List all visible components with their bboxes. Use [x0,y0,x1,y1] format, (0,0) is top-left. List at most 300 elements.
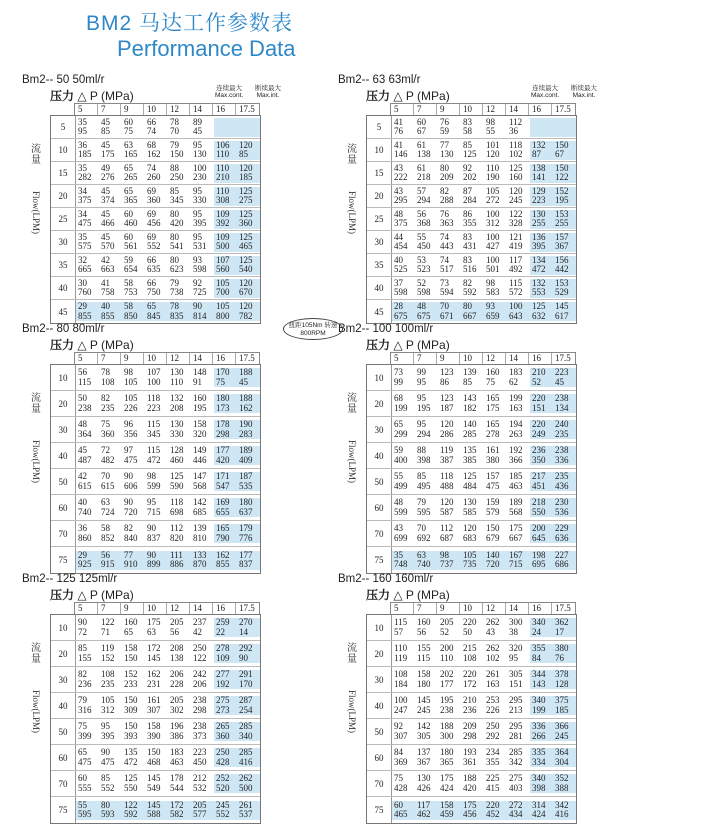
value-cell: 55 [417,231,426,242]
value-cell: 835 [168,312,191,322]
value-cell: 67 [417,126,426,136]
value-cell: 110 [440,652,454,663]
value-cell: 472 [147,454,161,465]
table-row [51,521,260,547]
value-cell: 109 [214,233,237,243]
value-cell: 158 [147,721,161,731]
value-cell: 525 [394,264,408,274]
value-cell: 147 [193,471,207,481]
value-cell: 720 [484,560,507,570]
value-cell: 253 [486,695,500,705]
value-cell: 56 [417,626,426,637]
value-cell: 180 [237,498,260,508]
value-cell: 109 [214,210,237,220]
value-cell: 292 [486,730,500,741]
value-cell: 298 [463,730,477,741]
flow-cell: 30 [367,417,392,442]
value-cell: 247 [394,704,408,715]
value-cell: 76 [394,126,403,136]
value-cell: 579 [486,506,500,517]
value-cell: 356 [124,428,138,439]
value-cell: 593 [99,810,122,820]
value-cell: 206 [170,669,184,679]
flow-cell: 70 [51,771,76,796]
value-cell: 87 [530,150,553,160]
value-cell: 687 [440,532,454,543]
flow-cell: 75 [51,797,76,823]
value-cell: 570 [101,241,115,251]
value-cell: 223 [193,747,207,757]
value-cell: 119 [440,445,454,455]
value-cell: 70 [101,471,110,481]
value-cell: 60 [124,116,133,127]
performance-panel [12,323,332,573]
value-cell: 336 [553,456,576,466]
value-cell: 340 [530,618,553,628]
value-cell: 100 [486,254,500,265]
value-cell: 235 [553,430,576,440]
value-cell: 272 [486,195,500,205]
value-cell: 420 [170,218,184,228]
value-cell: 73 [440,277,449,288]
value-cell: 210 [530,368,553,378]
pressure-header-cell: 5 [391,603,414,614]
value-cell: 143 [463,393,477,403]
value-cell: 17 [553,628,576,638]
value-cell: 400 [394,454,408,465]
value-cell: 363 [440,218,454,228]
value-cell: 606 [124,480,138,491]
value-cell: 100 [193,162,207,173]
table-row [367,185,576,208]
value-cell: 108 [101,669,115,679]
value-cell: 175 [509,523,523,533]
value-cell: 334 [530,758,553,768]
value-cell: 415 [486,782,500,793]
pressure-label: 压力 △ P (MPa) [366,89,450,103]
value-cell: 118 [147,393,161,403]
value-cell: 344 [530,670,553,680]
value-cell: 555 [78,782,92,793]
value-cell: 277 [214,670,237,680]
value-cell: 298 [214,430,237,440]
pressure-header-cell: 7 [98,353,121,364]
value-cell: 34 [78,208,87,219]
value-cell: 395 [101,730,115,741]
value-cell: 463 [170,756,184,767]
value-cell: 192 [214,680,237,690]
value-cell: 55 [76,801,99,811]
flow-cell: 70 [367,521,392,546]
value-cell: 108 [394,669,408,679]
value-cell: 552 [101,782,115,793]
value-cell: 196 [170,721,184,731]
table-row [51,139,260,162]
table-row [51,693,260,719]
max-int-label: 断续最大 Max.int. [255,85,281,99]
value-cell: 199 [530,706,553,716]
flow-cell: 20 [51,185,76,207]
value-cell: 679 [486,532,500,543]
value-cell: 427 [486,241,500,251]
value-cell: 300 [509,617,523,627]
value-cell: 82 [463,277,472,288]
value-cell: 582 [168,810,191,820]
value-cell: 85 [463,376,472,387]
value-cell: 41 [394,116,403,127]
value-cell: 60 [78,773,87,783]
value-cell: 517 [440,264,454,274]
value-cell: 110 [214,150,237,160]
performance-panel [12,573,332,823]
value-cell: 43 [394,523,403,533]
value-cell: 77 [440,139,449,150]
value-cell: 860 [78,532,92,543]
value-cell: 48 [78,419,87,429]
pressure-header-cell: 16 [529,353,552,364]
value-cell: 299 [394,428,408,439]
value-cell: 335 [530,748,553,758]
value-cell: 380 [553,644,576,654]
value-cell: 90 [145,551,168,561]
value-cell: 165 [486,393,500,403]
value-cell: 295 [509,695,523,705]
value-cell: 161 [486,445,500,455]
value-cell: 198 [530,551,553,561]
value-cell: 355 [486,756,500,767]
value-cell: 105 [124,393,138,403]
value-cell: 95 [147,497,156,507]
value-cell: 395 [530,242,553,252]
value-cell [553,118,576,128]
table-row [367,162,576,185]
value-cell: 14 [237,628,260,638]
value-cell: 541 [170,241,184,251]
pressure-header-cell: 14 [506,353,529,364]
table-row [367,547,576,573]
value-cell: 190 [486,172,500,182]
value-cell: 74 [147,162,156,173]
value-cell: 698 [170,506,184,517]
value-cell: 69 [147,231,156,242]
value-cell: 330 [193,195,207,205]
value-cell: 685 [193,506,207,517]
value-cell: 355 [530,644,553,654]
flow-axis-label: 流 量 Flow(LPM) [347,144,357,235]
value-cell: 83 [463,116,472,127]
value-cell: 41 [394,139,403,150]
value-cell: 446 [193,454,207,465]
value-cell: 50 [463,626,472,637]
value-cell: 90 [124,497,133,507]
value-cell: 230 [553,498,576,508]
pressure-header-cell: 7 [414,353,437,364]
value-cell: 537 [237,810,260,820]
value-cell: 110 [214,164,237,174]
value-cell: 217 [530,472,553,482]
value-cell: 575 [78,241,92,251]
value-cell: 70 [438,302,461,312]
value-cell: 188 [237,394,260,404]
value-cell: 87 [463,185,472,196]
value-cell: 115 [147,445,161,455]
value-cell: 45 [101,116,110,127]
value-cell: 68 [394,393,403,403]
table-row [51,547,260,573]
value-cell: 173 [214,404,237,414]
value-cell: 189 [237,446,260,456]
value-cell: 150 [170,149,184,159]
value-cell: 187 [440,402,454,413]
value-cell: 225 [486,773,500,783]
value-cell: 403 [509,782,523,793]
table-row [51,719,260,745]
value-cell: 75 [101,419,110,429]
value-cell: 431 [463,241,477,251]
value-cell: 90 [78,617,87,627]
value-cell: 261 [237,801,260,811]
value-cell: 53 [417,254,426,265]
value-cell: 223 [553,368,576,378]
flow-cell: 10 [51,615,76,640]
value-cell: 472 [124,756,138,767]
value-cell: 450 [417,241,431,251]
value-cell: 45 [101,208,110,219]
value-cell: 183 [170,747,184,757]
value-cell: 532 [193,782,207,793]
value-cell: 80 [440,162,449,173]
value-cell: 98 [124,367,133,377]
value-cell: 102 [486,652,500,663]
value-cell: 288 [440,195,454,205]
value-cell: 61 [417,139,426,150]
performance-panel [328,323,648,573]
pressure-header-cell: 5 [75,104,98,115]
value-cell: 118 [170,497,184,507]
value-cell: 125 [237,210,260,220]
value-cell: 180 [214,394,237,404]
value-cell: 105 [124,376,138,387]
value-cell: 231 [147,678,161,689]
value-cell: 735 [461,560,484,570]
flow-axis-label: 流 量 Flow(LPM) [347,393,357,484]
value-cell: 130 [530,210,553,220]
value-cell: 365 [440,756,454,767]
value-cell: 810 [193,532,207,543]
value-cell: 60 [124,208,133,219]
value-cell: 671 [438,312,461,322]
value-cell: 845 [145,312,168,322]
flow-cell: 40 [367,693,392,718]
value-cell: 238 [440,704,454,715]
value-cell: 133 [191,551,214,561]
value-cell: 134 [553,404,576,414]
table-row [51,365,260,391]
pressure-header-cell: 5 [75,353,98,364]
value-cell: 90 [147,523,156,533]
value-cell: 162 [214,551,237,561]
value-cell: 130 [417,773,431,783]
flow-cell: 10 [367,139,392,161]
value-cell: 855 [99,312,122,322]
flow-cell: 60 [367,495,392,520]
value-cell: 66 [147,254,156,265]
value-cell: 145 [147,652,161,663]
value-cell: 160 [124,617,138,627]
value-cell: 74 [440,254,449,265]
value-cell: 740 [78,506,92,517]
pressure-label: 压力 △ P (MPa) [366,588,450,602]
value-cell: 118 [509,139,523,150]
value-cell: 78 [170,116,179,127]
table-row [51,162,260,185]
flow-axis-label: 流 量 Flow(LPM) [31,643,41,734]
value-cell: 63 [147,626,156,637]
value-cell: 155 [417,643,431,653]
value-cell: 58 [124,277,133,288]
value-cell: 213 [509,704,523,715]
value-cell: 86 [463,208,472,219]
value-cell: 187 [237,472,260,482]
table-row [51,231,260,254]
value-cell: 285 [237,748,260,758]
value-cell: 776 [237,534,260,544]
value-cell: 814 [191,312,214,322]
pressure-header-cell: 12 [483,104,506,115]
flow-cell: 60 [51,745,76,770]
value-cell: 90 [191,302,214,312]
pressure-header-cell: 10 [460,353,483,364]
value-cell: 398 [417,454,431,465]
table-row [51,641,260,667]
value-cell: 172 [147,643,161,653]
panel-title: Bm2-- 160 160ml/r [338,573,434,585]
value-cell: 120 [237,279,260,289]
value-cell: 122 [193,652,207,663]
pressure-header-cell: 12 [167,104,190,115]
value-cell: 45 [101,139,110,150]
value-cell: 162 [147,669,161,679]
table-row [367,300,576,323]
value-cell: 95 [417,376,426,387]
value-cell: 98 [486,116,495,127]
value-cell: 120 [440,419,454,429]
value-cell: 43 [394,185,403,196]
panel-title: Bm2-- 63 63ml/r [338,74,421,86]
value-cell: 75 [486,376,495,387]
value-cell: 134 [530,256,553,266]
value-cell: 142 [193,497,207,507]
pressure-header-cell: 10 [144,104,167,115]
value-cell: 177 [214,446,237,456]
value-cell: 175 [486,402,500,413]
value-cell: 583 [486,287,500,297]
value-cell: 93 [193,254,202,265]
flow-cell: 30 [367,667,392,692]
value-cell: 80 [99,801,122,811]
value-cell: 100 [394,695,408,705]
value-cell: 250 [486,721,500,731]
value-cell: 35 [78,162,87,173]
value-cell: 782 [237,312,260,322]
value-cell: 800 [214,312,237,322]
value-cell: 45 [553,378,576,388]
value-cell: 100 [486,208,500,219]
flow-cell: 15 [367,162,392,184]
table-row [367,231,576,254]
value-cell: 837 [147,532,161,543]
value-cell: 125 [463,149,477,159]
value-cell: 158 [124,643,138,653]
table-row [367,391,576,417]
value-cell: 540 [237,265,260,275]
value-cell: 355 [463,218,477,228]
value-cell: 105 [486,185,500,196]
value-cell: 915 [99,560,122,570]
value-cell: 392 [214,219,237,229]
value-cell: 238 [553,394,576,404]
value-cell: 235 [101,402,115,413]
value-cell: 125 [237,233,260,243]
value-cell: 459 [438,810,461,820]
value-cell: 286 [440,428,454,439]
value-cell: 568 [193,480,207,491]
value-cell: 85 [170,185,179,196]
flow-cell: 30 [51,667,76,692]
value-cell: 309 [124,704,138,715]
value-cell [214,118,237,128]
value-cell: 193 [463,747,477,757]
value-cell: 255 [553,219,576,229]
value-cell: 456 [461,810,484,820]
value-cell: 366 [553,722,576,732]
value-cell: 177 [237,551,260,561]
value-cell: 272 [507,801,530,811]
value-cell: 615 [78,480,92,491]
value-cell: 220 [530,420,553,430]
value-cell: 245 [417,704,431,715]
flow-cell: 45 [51,300,76,323]
value-cell: 185 [553,706,576,716]
value-cell: 278 [486,428,500,439]
value-cell: 122 [509,208,523,219]
value-cell: 141 [530,173,553,183]
value-cell: 123 [440,367,454,377]
table-row [51,116,260,139]
value-cell: 125 [237,187,260,197]
value-cell: 45 [101,185,110,196]
value-cell: 670 [237,288,260,298]
value-cell: 285 [237,722,260,732]
flow-cell: 45 [367,300,392,323]
value-cell: 95 [509,652,518,663]
value-cell: 482 [101,454,115,465]
value-cell: 105 [214,302,237,312]
value-cell: 572 [509,287,523,297]
value-cell: 228 [170,678,184,689]
value-cell: 275 [214,696,237,706]
value-cell: 130 [463,497,477,507]
value-cell: 145 [145,801,168,811]
value-cell: 63 [415,551,438,561]
value-cell: 340 [530,696,553,706]
value-cell: 520 [214,784,237,794]
value-cell: 182 [463,402,477,413]
table-row [51,771,260,797]
value-cell: 598 [394,287,408,297]
flow-axis-label: 流 量 Flow(LPM) [31,393,41,484]
value-cell: 35 [78,116,87,127]
